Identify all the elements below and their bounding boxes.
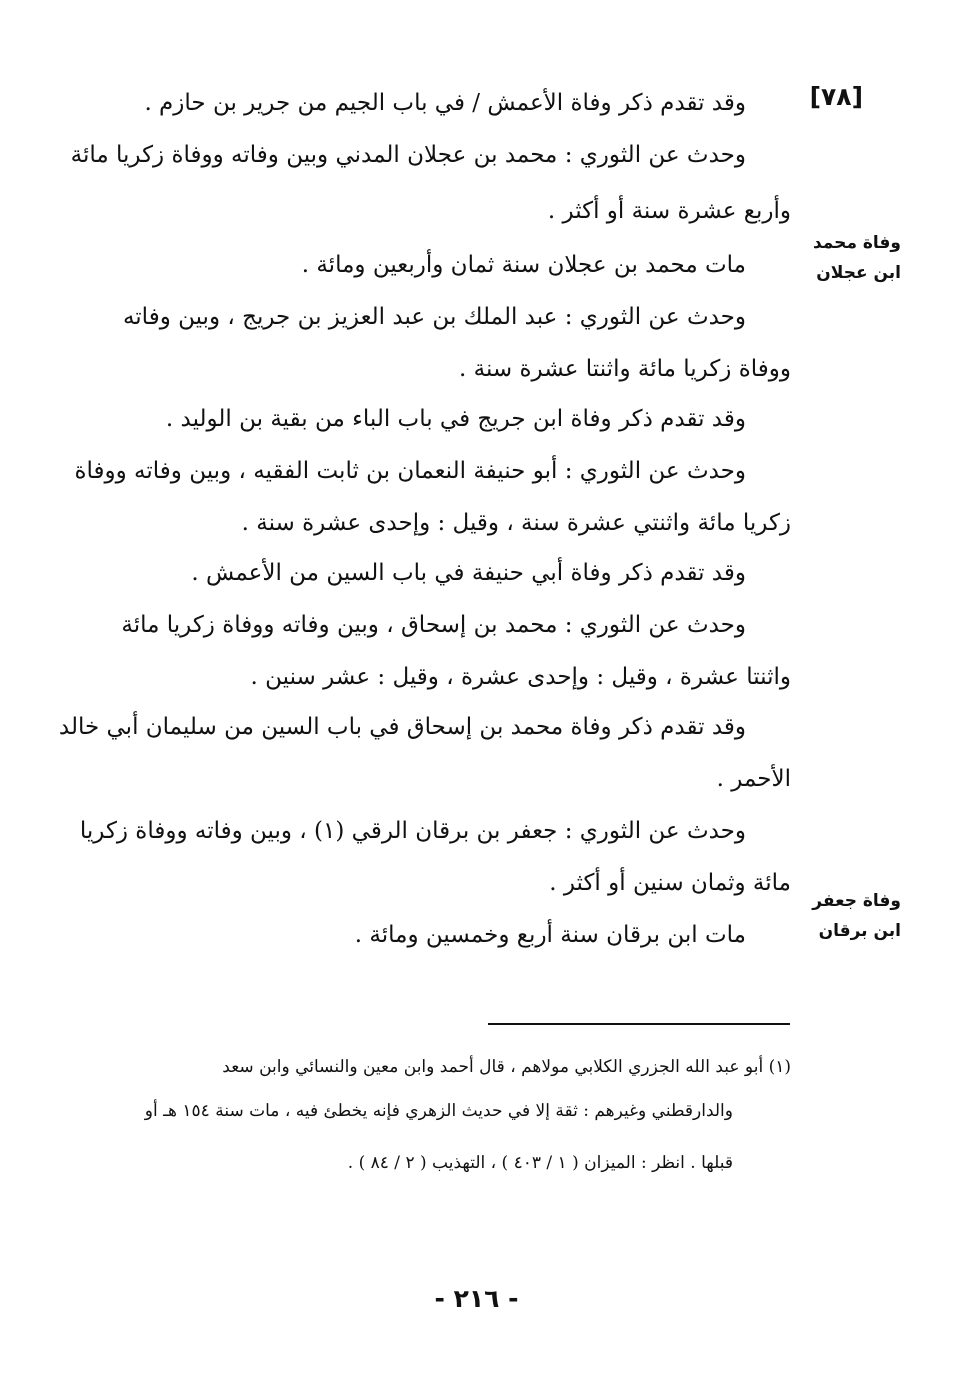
text-line-3: وأربع عشرة سنة أو أكثر . — [547, 198, 791, 224]
text-line-11: وحدث عن الثوري : محمد بن إسحاق ، وبين وفاته ووفاة زكريا مائة — [121, 612, 746, 638]
side-note-line: وفاة جعفر — [812, 891, 901, 911]
text-line-14: الأحمر . — [716, 766, 791, 792]
side-note-line: وفاة محمد — [812, 233, 901, 253]
page-number: - ٢١٦ - — [434, 1284, 519, 1313]
text-line-12: واثنتا عشرة ، وقيل : وإحدى عشرة ، وقيل : عشر سنين . — [250, 664, 791, 690]
footnote-divider — [488, 1023, 790, 1025]
footnote-line-3: قبلها . انظر : الميزان ( ١ / ٤٠٣ ) ، التهذيب ( ٢ / ٨٤ ) . — [347, 1153, 733, 1173]
text-line-13: وقد تقدم ذكر وفاة محمد بن إسحاق في باب السين من سليمان أبي خالد — [58, 714, 746, 740]
footnote-line-2: والدارقطني وغيرهم : ثقة إلا في حديث الزهري فإنه يخطئ فيه ، مات سنة ١٥٤ هـ أو — [144, 1101, 733, 1121]
side-note-ibn-ajlan — [801, 228, 901, 288]
side-note-jafar-burqan — [801, 886, 901, 946]
text-line-2: وحدث عن الثوري : محمد بن عجلان المدني وبين وفاته ووفاة زكريا مائة — [70, 142, 746, 168]
side-note-line: ابن برقان — [818, 921, 901, 941]
text-line-16: مائة وثمان سنين أو أكثر . — [549, 870, 791, 896]
text-line-8: وحدث عن الثوري : أبو حنيفة النعمان بن ثابت الفقيه ، وبين وفاته ووفاة — [74, 458, 746, 484]
side-note-line: ابن عجلان — [816, 263, 901, 283]
text-line-5: وحدث عن الثوري : عبد الملك بن عبد العزيز بن جريج ، وبين وفاته — [122, 304, 746, 330]
text-line-1: وقد تقدم ذكر وفاة الأعمش / في باب الجيم من جرير بن حازم . — [144, 90, 746, 116]
text-line-4: مات محمد بن عجلان سنة ثمان وأربعين ومائة . — [301, 252, 746, 278]
footnote-line-1: (١) أبو عبد الله الجزري الكلابي مولاهم ، قال أحمد وابن معين والنسائي وابن سعد — [222, 1057, 791, 1077]
text-line-17: مات ابن برقان سنة أربع وخمسين ومائة . — [354, 922, 746, 948]
text-line-6: ووفاة زكريا مائة واثنتا عشرة سنة . — [459, 356, 791, 382]
page-marker: [٧٨] — [809, 82, 863, 111]
text-line-10: وقد تقدم ذكر وفاة أبي حنيفة في باب السين من الأعمش . — [191, 560, 746, 586]
text-line-15: وحدث عن الثوري : جعفر بن برقان الرقي (١) ، وبين وفاته ووفاة زكريا — [79, 818, 746, 844]
text-line-7: وقد تقدم ذكر وفاة ابن جريج في باب الباء من بقية بن الوليد . — [165, 406, 746, 432]
text-line-9: زكريا مائة واثنتي عشرة سنة ، وقيل : وإحدى عشرة سنة . — [241, 510, 791, 536]
